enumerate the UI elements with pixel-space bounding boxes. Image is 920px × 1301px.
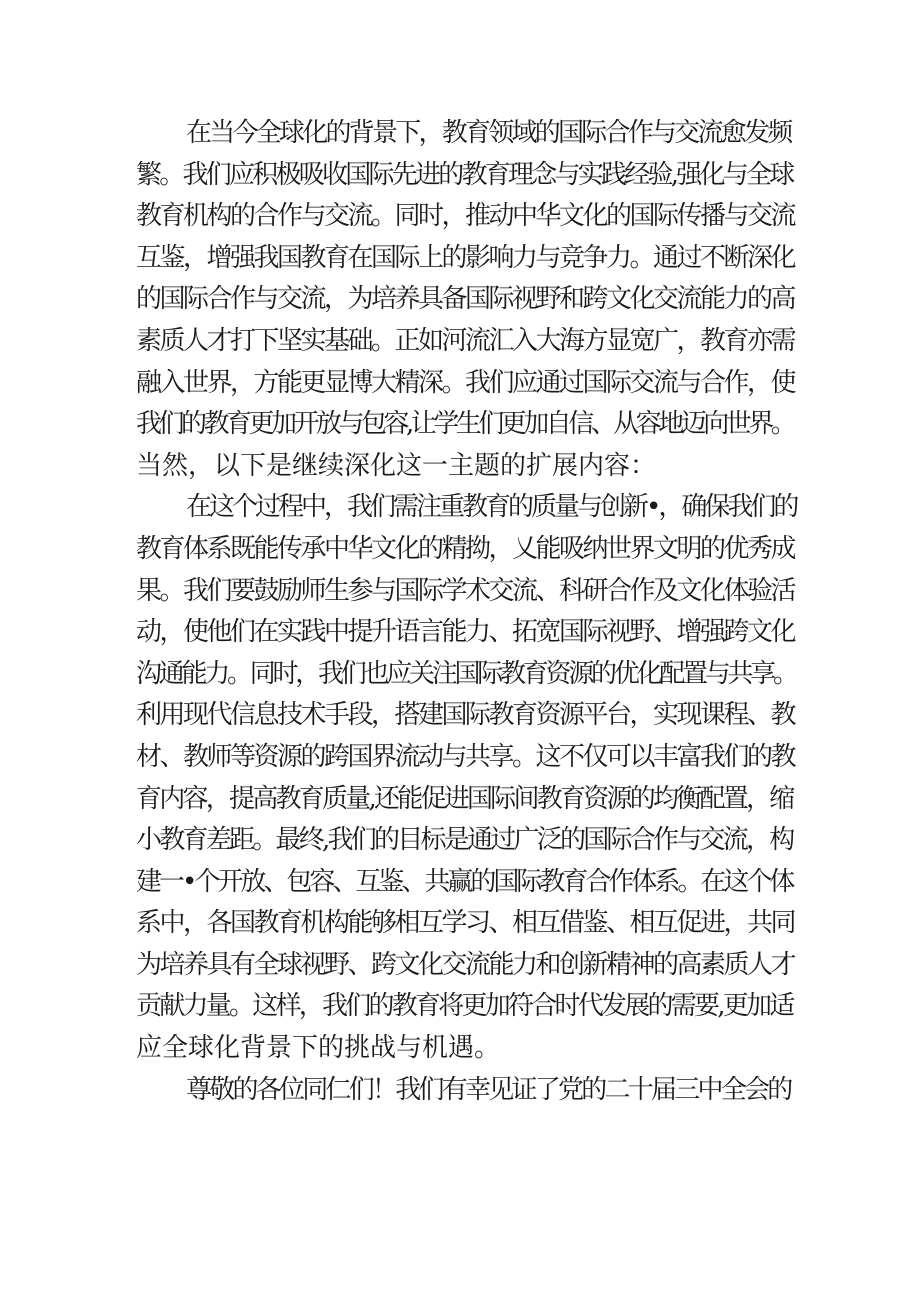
paragraph-2-line-8: 育内容，提高教育质量,还能促进国际间教育资源的均衡配置，缩 bbox=[136, 783, 793, 814]
paragraph-2-line-5: 沟通能力。同时，我们也应关注国际教育资源的优化配置与共享。 bbox=[136, 658, 796, 689]
paragraph-2-line-9: 小教育差距。最终,我们的目标是通过广泛的国际合作与交流，构 bbox=[136, 825, 793, 856]
paragraph-2-line-6: 利用现代信息技术手段，搭建国际教育资源平台，实现课程、教 bbox=[136, 700, 795, 731]
paragraph-2-line-1: 在这个过程中，我们需注重教育的质量与创新•，确保我们的 bbox=[186, 492, 797, 523]
paragraph-2-line-12: 为培养具有全球视野、跨文化交流能力和创新精神的高素质人才 bbox=[136, 949, 795, 980]
paragraph-1-line-8: 我们的教育更加开放与包容,让学生们更加自信、从容地迈向世界。 bbox=[136, 409, 794, 440]
paragraph-1-line-3: 教育机构的合作与交流。同时，推动中华文化的国际传播与交流 bbox=[136, 201, 795, 232]
paragraph-1-line-2: 繁。我们应积极吸收国际先进的教育理念与实践经验,强化与全球 bbox=[136, 159, 793, 190]
paragraph-1-line-5: 的国际合作与交流，为培养具备国际视野和跨文化交流能力的高 bbox=[136, 284, 795, 315]
paragraph-2-line-2: 教育体系既能传承中华文化的精拗，乂能吸纳世界文明的优秀成 bbox=[136, 533, 795, 564]
paragraph-2-line-3: 果。我们要鼓励师生参与国际学术交流、科研合作及文化体验活 bbox=[136, 575, 795, 606]
paragraph-1-line-4: 互鉴，增强我国教育在国际上的影响力与竞争力。通过不断深化 bbox=[136, 242, 795, 273]
paragraph-3-line-1: 尊敬的各位同仁们！我们有幸见证了党的二十届三中全会的 bbox=[186, 1074, 791, 1105]
paragraph-1-line-9: 当然，以下是继续深化这一主题的扩展内容： bbox=[136, 450, 657, 481]
paragraph-1-line-1: 在当今全球化的背景下，教育领域的国际合作与交流愈发频 bbox=[186, 118, 791, 148]
paragraph-1-line-7: 融入世界，方能更显博大精深。我们应通过国际交流与合作，使 bbox=[136, 367, 795, 398]
paragraph-2-line-7: 材、教师等资源的跨国界流动与共享。这不仅可以丰富我们的教 bbox=[136, 741, 795, 772]
document-body bbox=[136, 113, 796, 1111]
paragraph-2-line-10: 建一•个开放、包容、互鉴、共赢的国际教育合作体系。在这个体 bbox=[136, 866, 793, 897]
paragraph-1-line-6: 素质人才打下坚实基础。正如河流汇入大海方显宽广，教育亦需 bbox=[136, 325, 795, 356]
paragraph-2-line-13: 贡献力量。这样，我们的教育将更加符合时代发展的需要,更加适 bbox=[136, 991, 793, 1022]
paragraph-2-line-14: 应全球化背景下的挑战与机遇。 bbox=[136, 1033, 501, 1064]
paragraph-2-line-4: 动，使他们在实践中提升语言能力、拓宽国际视野、增强跨文化 bbox=[136, 617, 795, 648]
paragraph-2-line-11: 系中，各国教育机构能够相互学习、相互借鉴、相互促进，共同 bbox=[136, 908, 795, 939]
